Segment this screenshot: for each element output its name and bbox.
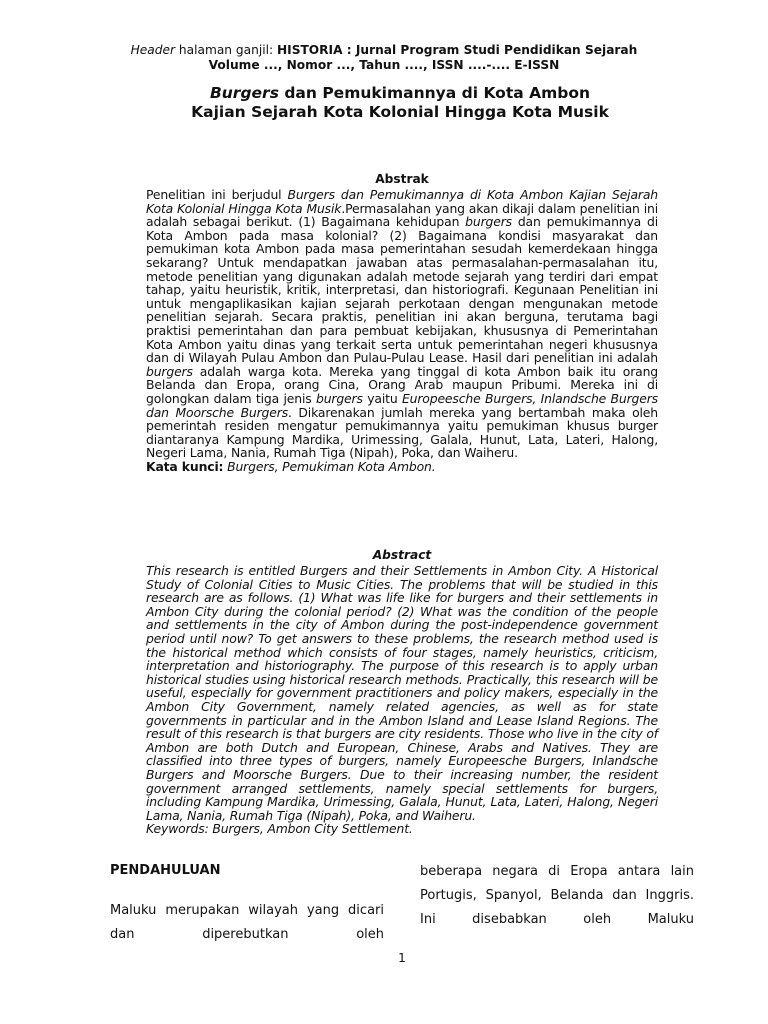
title-rest: dan Pemukimannya di Kota Ambon bbox=[278, 84, 591, 102]
keywords: Keywords: Burgers, Ambon City Settlement. bbox=[146, 821, 413, 837]
abstract-body bbox=[146, 564, 658, 836]
kata-kunci-label: Kata kunci: bbox=[146, 458, 224, 474]
abstrak-italic: burgers bbox=[465, 214, 512, 230]
intro-left-text: Maluku merupakan wilayah yang dicari dan diperebutkan oleh bbox=[110, 903, 384, 942]
abstrak-text: yaitu bbox=[362, 390, 402, 406]
abstract-heading: Abstract bbox=[372, 548, 432, 562]
header-italic: Header bbox=[130, 43, 176, 57]
title-italic: Burgers bbox=[209, 84, 279, 102]
paper-title-line1 bbox=[100, 84, 700, 103]
header-text: halaman ganjil: bbox=[175, 43, 277, 57]
abstrak-italic: burgers bbox=[146, 363, 193, 379]
page-number: 1 bbox=[398, 951, 406, 965]
abstrak-text: dan pemukimannya di Kota Ambon pada masa kolonial? (2) Bagaimana kondisi masyarakat dan pemukiman kota Ambon pada masa pemerintahan sesudah kemerdekaan hingga sekarang? Untuk mendapatkan jawaban atas permasalahan-permasalahan itu, metode penelitian yang digunakan adalah metode sejarah yang terdiri dari empat tahap, yaitu heuristik, kritik, interpretasi, dan historiografi. Kegunaan Penelitian ini untuk mengaplikasikan kajian sejarah perkotaan dengan mengunakan metode penelitian sejarah. Secara praktis, penelitian ini akan berguna, terutama bagi praktisi pemerintahan dan para pembuat kebijakan, khususnya di Pemerintahan Kota Ambon yaitu dinas yang terkait serta untuk pemerintahan negeri khususnya dan di Wilayah Pulau Ambon dan Pulau-Pulau Lease. Hasil dari penelitian ini adalah bbox=[146, 214, 658, 366]
abstrak-text: Penelitian ini berjudul bbox=[146, 187, 288, 202]
journal-name: HISTORIA : Jurnal Program Studi Pendidikan Sejarah bbox=[276, 43, 638, 57]
intro-left-column bbox=[110, 863, 384, 947]
abstrak-body bbox=[146, 188, 658, 473]
kata-kunci-value: Burgers, Pemukiman Kota Ambon. bbox=[223, 458, 436, 474]
abstrak-text: . Dikarenakan jumlah mereka yang bertambah maka oleh pemerintah residen mengatur pemukimannya yaitu pemukiman khusus burger diantaranya Kampung Mardika, Urimessing, Galala, Hunut, Lata, Lateri, Halong, Negeri Lama, Nania, Rumah Tiga (Nipah), Poka, dan Waiheru. bbox=[146, 404, 658, 461]
running-header-line1 bbox=[100, 42, 668, 58]
abstrak-italic: burgers bbox=[315, 390, 363, 406]
abstrak-text: adalah warga kota. Mereka yang tinggal di kota Ambon baik itu orang Belanda dan Eropa, orang Cina, Orang Arab maupun Pribumi. Mereka ini di golongkan dalam tiga jenis bbox=[146, 363, 658, 406]
section-heading-pendahuluan: PENDAHULUAN bbox=[110, 863, 221, 878]
abstract-text: This research is entitled Burgers and their Settlements in Ambon City. A Historical Study of Colonial Cities to Music Cities. The problems that will be studied in this research are as follows. (1) What was life like for burgers and their settlements in Ambon City during the colonial period? (2) What was the condition of the people and settlements in the city of Ambon during the post-independence government period until now? To get answers to these problems, the research method used is the historical method which consists of four stages, namely heuristics, criticism, interpretation and historiography. The purpose of this research is to apply urban historical studies using historical research methods. Practically, this research will be useful, especially for government practitioners and policy makers, especially in the Ambon City Government, namely related agencies, as well as for state governments in particular and in the Ambon Island and Lease Island Regions. The result of this research is that burgers are city residents. Those who live in the city of Ambon are both Dutch and European, Chinese, Arabs and Natives. They are classified into three types of burgers, namely Europeesche Burgers, Inlandsche Burgers and Moorsche Burgers. Due to their increasing number, the resident government arranged settlements, namely special settlements for burgers, including Kampung Mardika, Urimessing, Galala, Hunut, Lata, Lateri, Halong, Negeri Lama, Nania, Rumah Tiga (Nipah), Poka, and Waiheru. bbox=[146, 563, 658, 823]
abstrak-italic: Burgers dan Pemukimannya di Kota Ambon Kajian Sejarah Kota Kolonial Hingga Kota Musik bbox=[146, 187, 658, 216]
abstrak-text: .Permasalahan yang akan dikaji dalam penelitian ini adalah sebagai berikut. (1) Bagaimana kehidupan bbox=[146, 200, 658, 230]
paper-title-line2: Kajian Sejarah Kota Kolonial Hingga Kota Musik bbox=[191, 103, 609, 121]
abstrak-italic: Europeesche Burgers, Inlandsche Burgers dan Moorsche Burgers bbox=[146, 390, 658, 420]
volume-issn: Volume ..., Nomor ..., Tahun ...., ISSN ....-.... E-ISSN bbox=[208, 58, 560, 72]
abstrak-heading: Abstrak bbox=[375, 172, 429, 186]
running-header-line2 bbox=[100, 57, 668, 73]
intro-right-text: beberapa negara di Eropa antara lain Portugis, Spanyol, Belanda dan Inggris. Ini disebabkan oleh Maluku bbox=[420, 864, 694, 927]
